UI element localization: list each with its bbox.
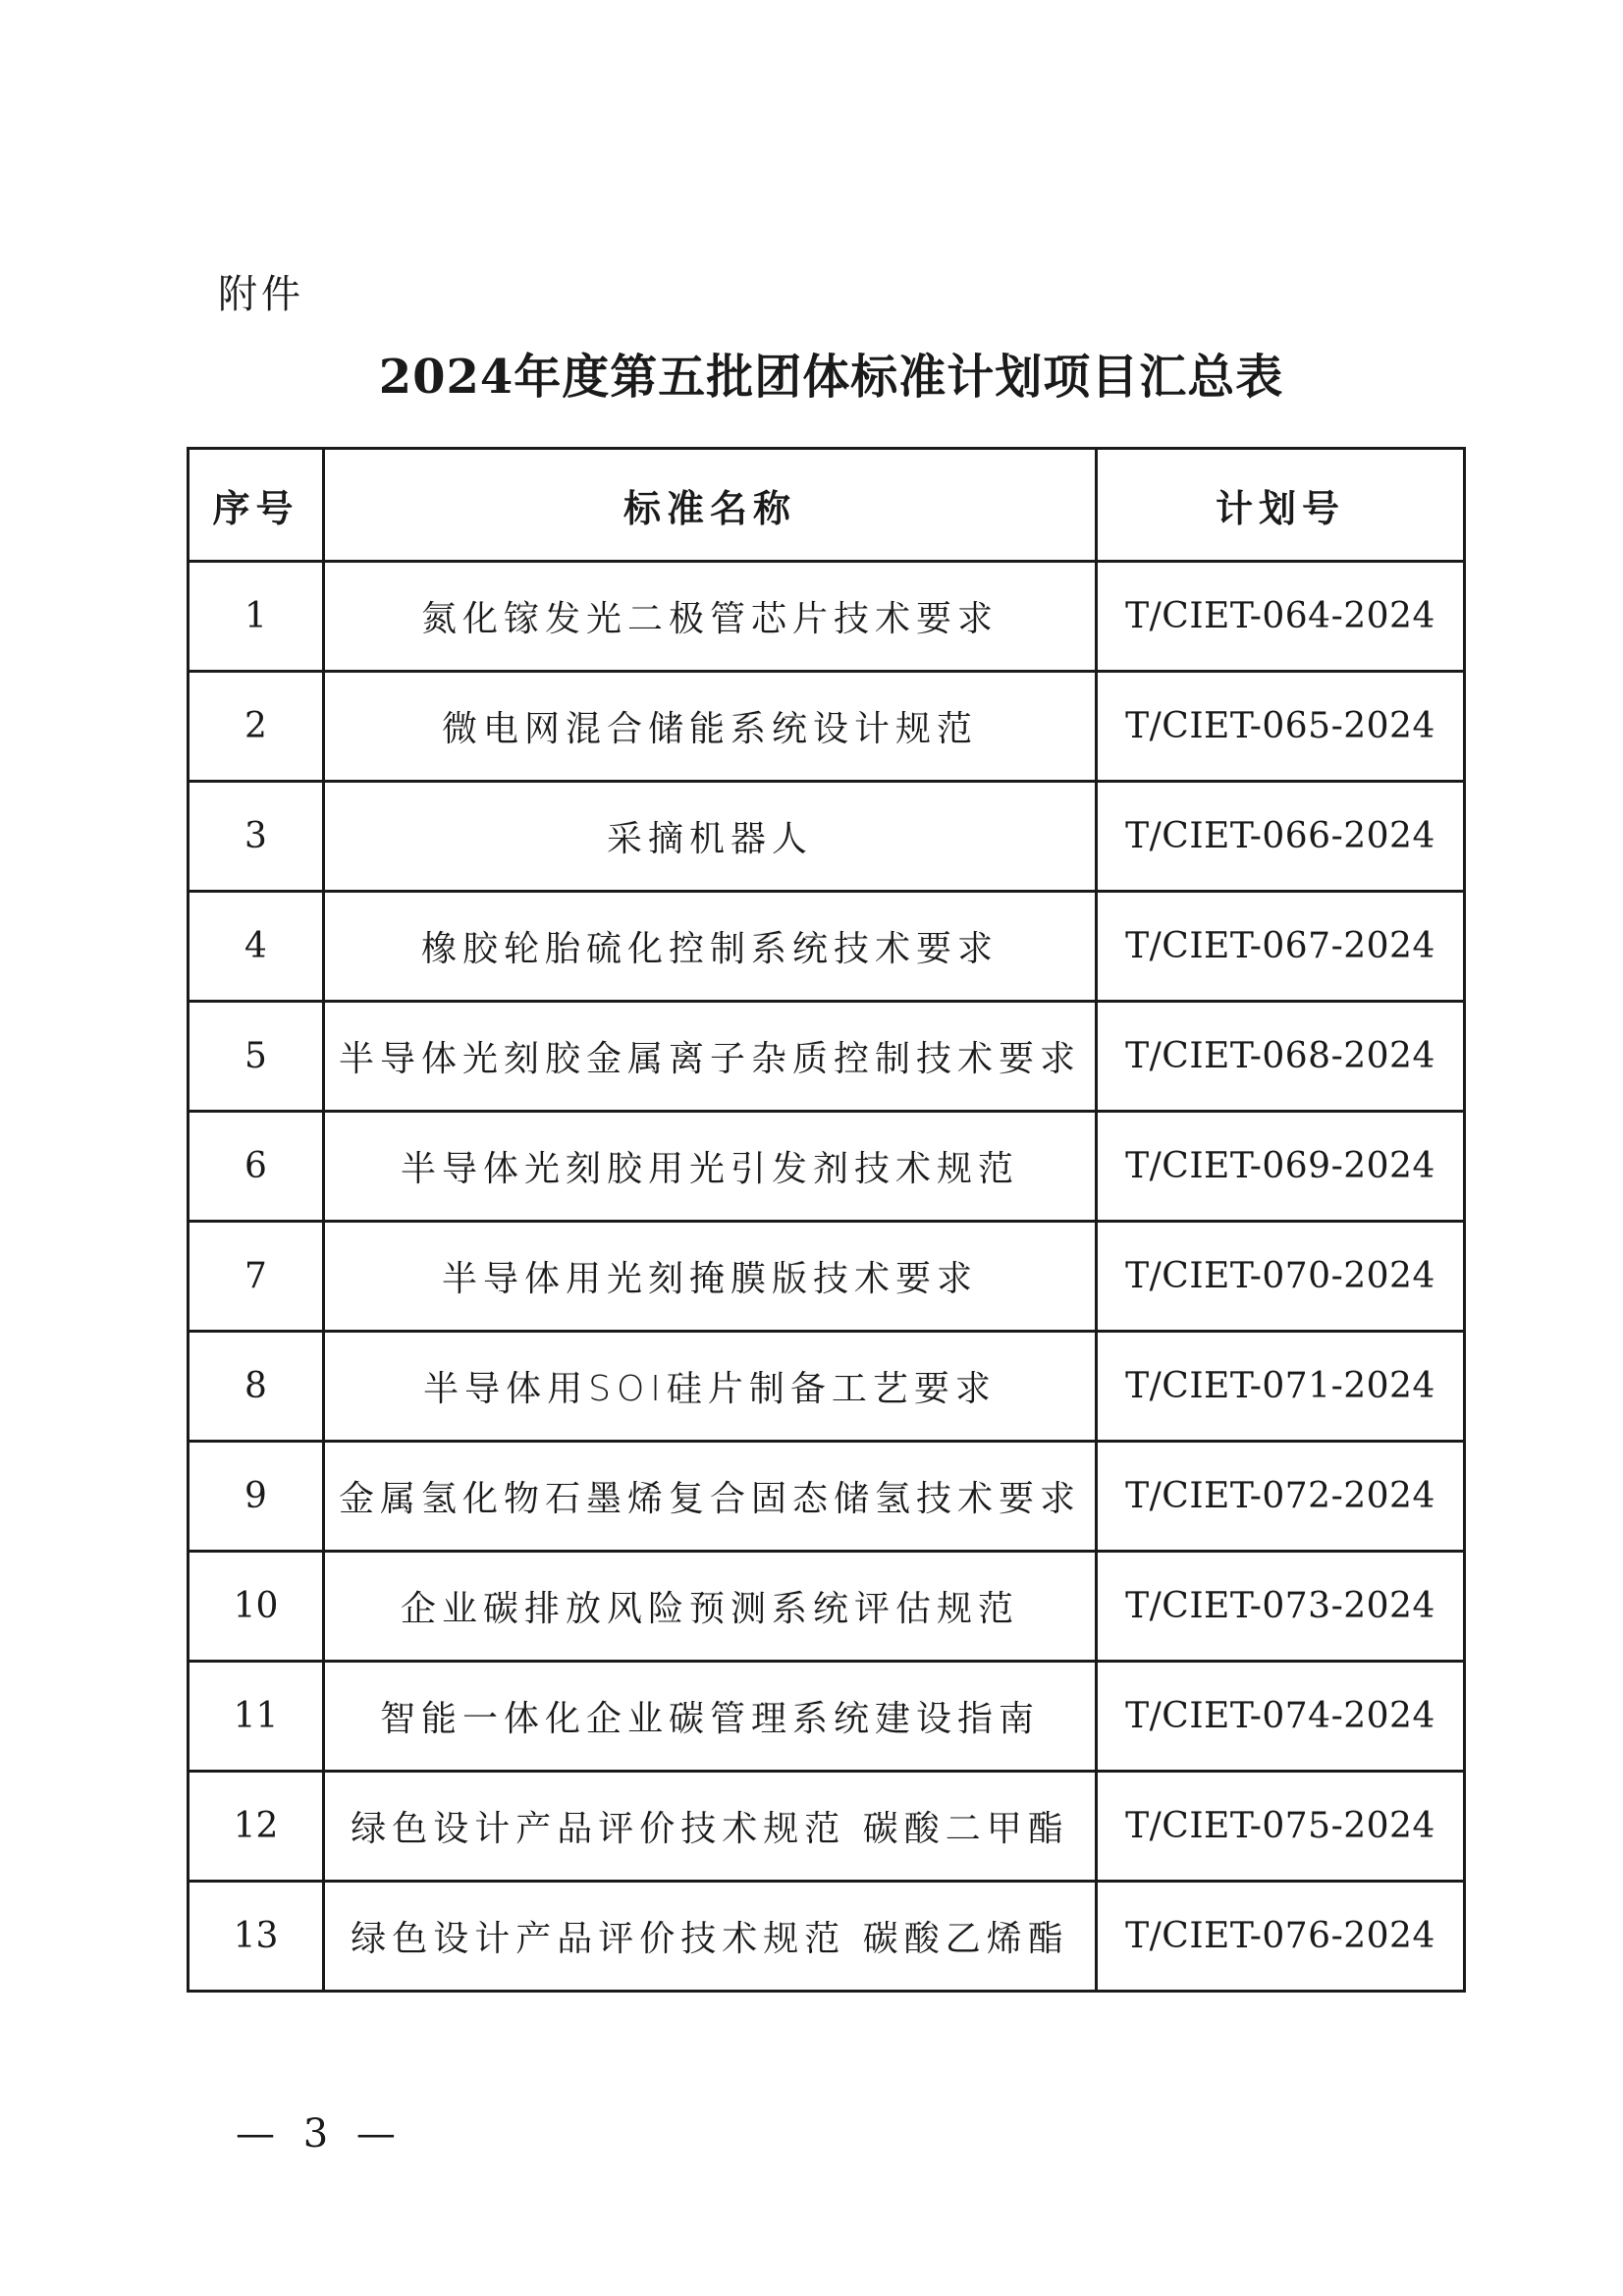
row-seq: 11 <box>189 1662 324 1772</box>
row-seq: 2 <box>189 672 324 782</box>
row-standard-name: 采摘机器人 <box>324 782 1097 892</box>
page-title: 2024年度第五批团体标准计划项目汇总表 <box>378 350 1284 405</box>
attachment-label: 附件 <box>218 272 304 317</box>
table-row <box>189 1112 1465 1222</box>
row-plan-code: T/CIET-064-2024 <box>1097 562 1465 672</box>
table-row <box>189 1222 1465 1332</box>
row-seq: 9 <box>189 1442 324 1552</box>
row-standard-name: 企业碳排放风险预测系统评估规范 <box>324 1552 1097 1662</box>
row-seq: 7 <box>189 1222 324 1332</box>
row-standard-name: 半导体用SOI硅片制备工艺要求 <box>324 1332 1097 1442</box>
row-plan-code: T/CIET-066-2024 <box>1097 782 1465 892</box>
header-name: 标准名称 <box>324 449 1097 562</box>
row-seq: 6 <box>189 1112 324 1222</box>
row-standard-name: 半导体用光刻掩膜版技术要求 <box>324 1222 1097 1332</box>
row-plan-code: T/CIET-070-2024 <box>1097 1222 1465 1332</box>
table-row <box>189 1002 1465 1112</box>
row-standard-name: 绿色设计产品评价技术规范 碳酸乙烯酯 <box>324 1882 1097 1992</box>
row-standard-name: 橡胶轮胎硫化控制系统技术要求 <box>324 892 1097 1002</box>
table-row <box>189 892 1465 1002</box>
row-seq: 4 <box>189 892 324 1002</box>
row-plan-code: T/CIET-072-2024 <box>1097 1442 1465 1552</box>
row-plan-code: T/CIET-068-2024 <box>1097 1002 1465 1112</box>
row-plan-code: T/CIET-071-2024 <box>1097 1332 1465 1442</box>
table-row <box>189 1332 1465 1442</box>
row-standard-name: 智能一体化企业碳管理系统建设指南 <box>324 1662 1097 1772</box>
row-plan-code: T/CIET-073-2024 <box>1097 1552 1465 1662</box>
page-number: — 3 — <box>236 2111 404 2157</box>
row-seq: 5 <box>189 1002 324 1112</box>
row-seq: 8 <box>189 1332 324 1442</box>
table-row <box>189 1662 1465 1772</box>
row-standard-name: 金属氢化物石墨烯复合固态储氢技术要求 <box>324 1442 1097 1552</box>
row-standard-name: 氮化镓发光二极管芯片技术要求 <box>324 562 1097 672</box>
table-header-row <box>189 449 1465 562</box>
row-standard-name: 半导体光刻胶金属离子杂质控制技术要求 <box>324 1002 1097 1112</box>
table-row <box>189 1882 1465 1992</box>
row-standard-name: 绿色设计产品评价技术规范 碳酸二甲酯 <box>324 1772 1097 1882</box>
row-seq: 13 <box>189 1882 324 1992</box>
table-row <box>189 672 1465 782</box>
row-standard-name: 微电网混合储能系统设计规范 <box>324 672 1097 782</box>
row-plan-code: T/CIET-067-2024 <box>1097 892 1465 1002</box>
row-seq: 12 <box>189 1772 324 1882</box>
header-code: 计划号 <box>1097 449 1465 562</box>
header-seq: 序号 <box>189 449 324 562</box>
row-plan-code: T/CIET-065-2024 <box>1097 672 1465 782</box>
row-plan-code: T/CIET-074-2024 <box>1097 1662 1465 1772</box>
row-seq: 3 <box>189 782 324 892</box>
row-plan-code: T/CIET-075-2024 <box>1097 1772 1465 1882</box>
row-seq: 10 <box>189 1552 324 1662</box>
row-standard-name: 半导体光刻胶用光引发剂技术规范 <box>324 1112 1097 1222</box>
row-plan-code: T/CIET-069-2024 <box>1097 1112 1465 1222</box>
standards-table <box>187 447 1466 1993</box>
table-row <box>189 562 1465 672</box>
table-row <box>189 1552 1465 1662</box>
table-row <box>189 782 1465 892</box>
row-plan-code: T/CIET-076-2024 <box>1097 1882 1465 1992</box>
row-seq: 1 <box>189 562 324 672</box>
table-row <box>189 1442 1465 1552</box>
table-row <box>189 1772 1465 1882</box>
